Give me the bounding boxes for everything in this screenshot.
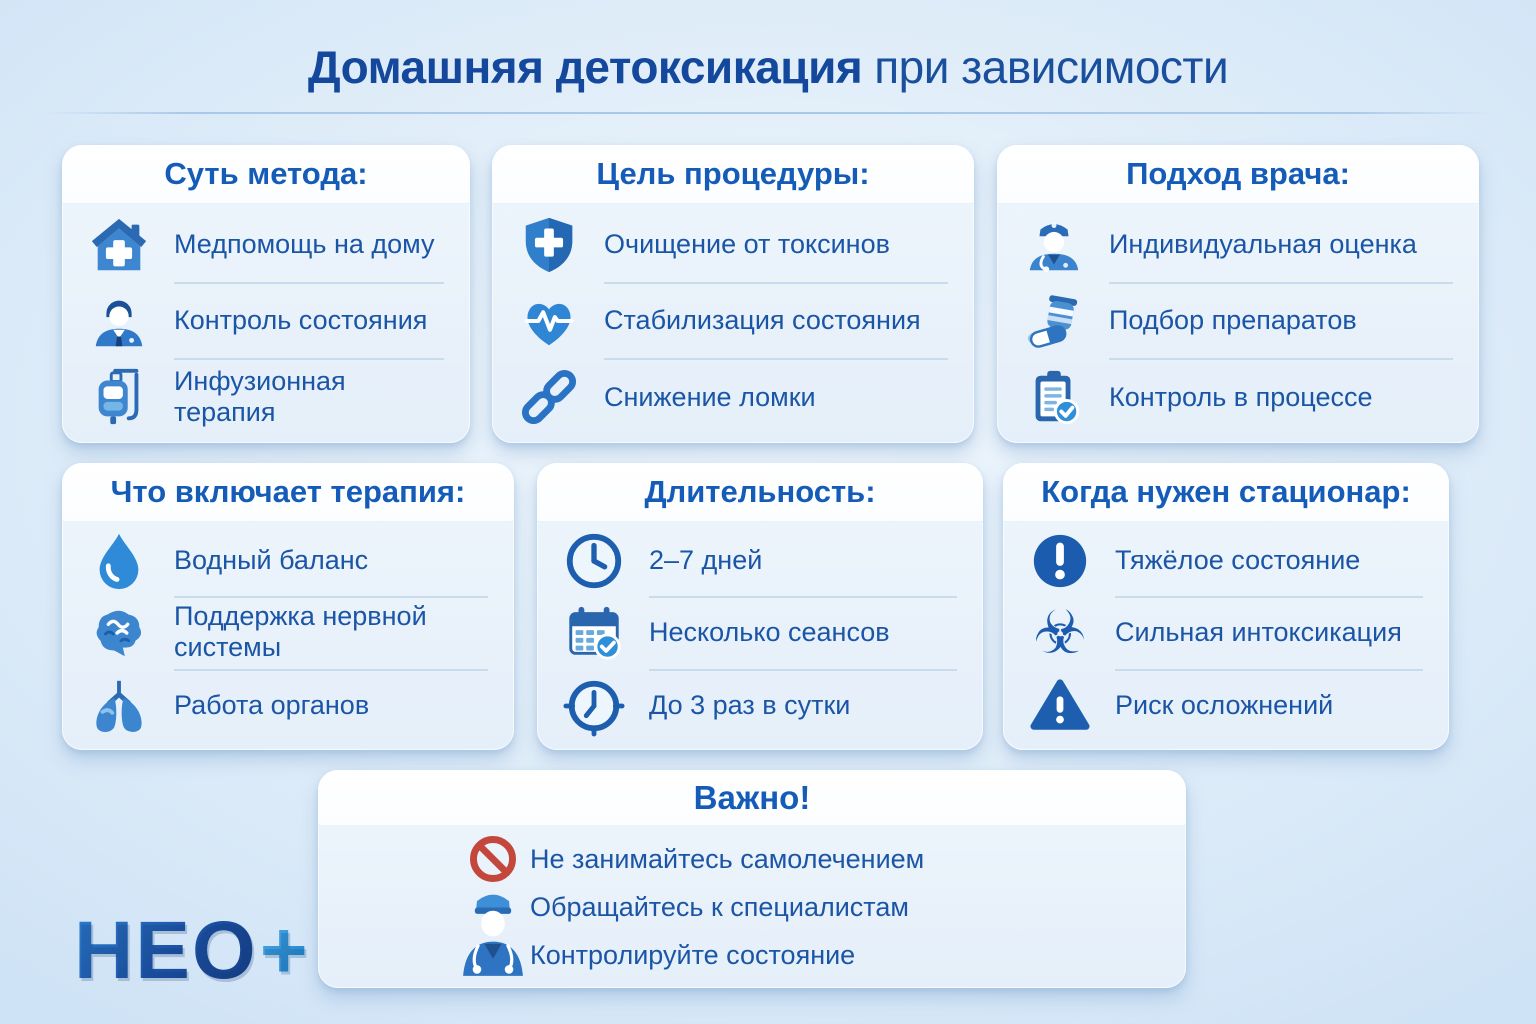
important-item-label: Не занимайтесь самолечением	[530, 843, 925, 874]
medic-icon	[456, 884, 530, 978]
card-therapy	[62, 463, 514, 750]
page-title	[0, 40, 1536, 94]
list-item	[88, 525, 488, 597]
pills-icon	[1023, 290, 1085, 352]
item-label: 2–7 дней	[649, 544, 763, 575]
shield-cross-icon	[518, 214, 580, 276]
calendar-check-icon	[563, 602, 625, 664]
list-item	[1023, 359, 1453, 435]
item-label: Риск осложнений	[1115, 690, 1334, 721]
alarm-clock-icon	[563, 675, 625, 737]
card-title	[62, 463, 514, 522]
list-item	[88, 359, 444, 435]
heart-pulse-icon	[518, 290, 580, 352]
important-item-label: Обращайтесь к специалистам	[530, 891, 909, 922]
chain-link-icon	[518, 366, 580, 428]
item-label: До 3 раз в сутки	[649, 690, 851, 721]
page-title-bold: Домашняя детоксикация	[307, 41, 863, 93]
card-body	[62, 521, 514, 750]
card-title	[997, 145, 1479, 204]
card-title	[537, 463, 983, 522]
card-title-text: Когда нужен стационар:	[1041, 474, 1411, 509]
list-item	[1029, 597, 1423, 669]
card-body	[318, 825, 1186, 988]
logo-text: НЕО	[74, 905, 258, 996]
list-item	[88, 597, 488, 669]
list-item	[518, 359, 948, 435]
logo-neo-plus	[74, 905, 308, 996]
brain-icon	[88, 602, 150, 664]
exclamation-circle-icon	[1029, 530, 1091, 592]
card-title-text: Длительность:	[644, 474, 876, 509]
list-item	[518, 283, 948, 359]
water-drop-icon	[88, 530, 150, 592]
list-item	[563, 525, 957, 597]
warning-triangle-icon	[1029, 675, 1091, 737]
card-body	[997, 203, 1479, 443]
important-item-label: Контролируйте состояние	[530, 939, 856, 970]
biohazard-glyph: ☣	[1033, 598, 1087, 669]
list-item	[563, 670, 957, 742]
logo-plus-icon: +	[259, 905, 308, 996]
item-label: Несколько сеансов	[649, 616, 890, 647]
item-label: Медпомощь на дому	[174, 228, 435, 259]
clipboard-check-icon	[1023, 366, 1085, 428]
list-item	[88, 283, 444, 359]
item-label: Контроль в процессе	[1109, 381, 1373, 412]
item-label: Подбор препаратов	[1109, 304, 1357, 335]
card-method	[62, 145, 470, 443]
card-body	[1003, 521, 1449, 750]
item-label: Индивидуальная оценка	[1109, 228, 1417, 259]
list-item	[518, 207, 948, 283]
card-title	[1003, 463, 1449, 522]
card-title	[492, 145, 974, 204]
card-body	[537, 521, 983, 750]
item-label: Инфузионная терапия	[174, 366, 346, 427]
title-divider	[42, 112, 1494, 114]
item-label: Водный баланс	[174, 544, 369, 575]
biohazard-icon	[1029, 598, 1091, 669]
card-body	[492, 203, 974, 443]
item-label: Работа органов	[174, 690, 370, 721]
item-label: Поддержка нервной системы	[174, 601, 427, 663]
card-important	[318, 770, 1186, 988]
no-entry-icon	[456, 833, 530, 885]
list-item	[563, 597, 957, 669]
item-label: Снижение ломки	[604, 381, 816, 412]
card-hospital	[1003, 463, 1449, 750]
surgeon-icon	[1023, 214, 1085, 276]
card-title-text: Важно!	[693, 778, 811, 816]
house-cross-icon	[88, 214, 150, 276]
lungs-icon	[88, 675, 150, 737]
doctor-icon	[88, 290, 150, 352]
card-approach	[997, 145, 1479, 443]
item-label: Очищение от токсинов	[604, 228, 890, 259]
card-title-text: Что включает терапия:	[110, 474, 466, 509]
card-title-text: Цель процедуры:	[596, 156, 870, 191]
item-label: Контроль состояния	[174, 304, 428, 335]
iv-drip-icon	[88, 366, 150, 428]
list-item	[1023, 283, 1453, 359]
card-title	[62, 145, 470, 204]
list-item	[88, 670, 488, 742]
card-title-text: Суть метода:	[164, 156, 368, 191]
page-title-rest: при зависимости	[874, 41, 1229, 93]
clock-icon	[563, 530, 625, 592]
item-label: Тяжёлое состояние	[1115, 544, 1361, 575]
card-goal	[492, 145, 974, 443]
item-label: Сильная интоксикация	[1115, 616, 1402, 647]
list-item	[1029, 670, 1423, 742]
card-body	[62, 203, 470, 443]
list-item	[88, 207, 444, 283]
card-duration	[537, 463, 983, 750]
card-title	[318, 770, 1186, 826]
list-item	[1023, 207, 1453, 283]
list-item	[1029, 525, 1423, 597]
item-label: Стабилизация состояния	[604, 304, 921, 335]
card-title-text: Подход врача:	[1126, 156, 1350, 191]
